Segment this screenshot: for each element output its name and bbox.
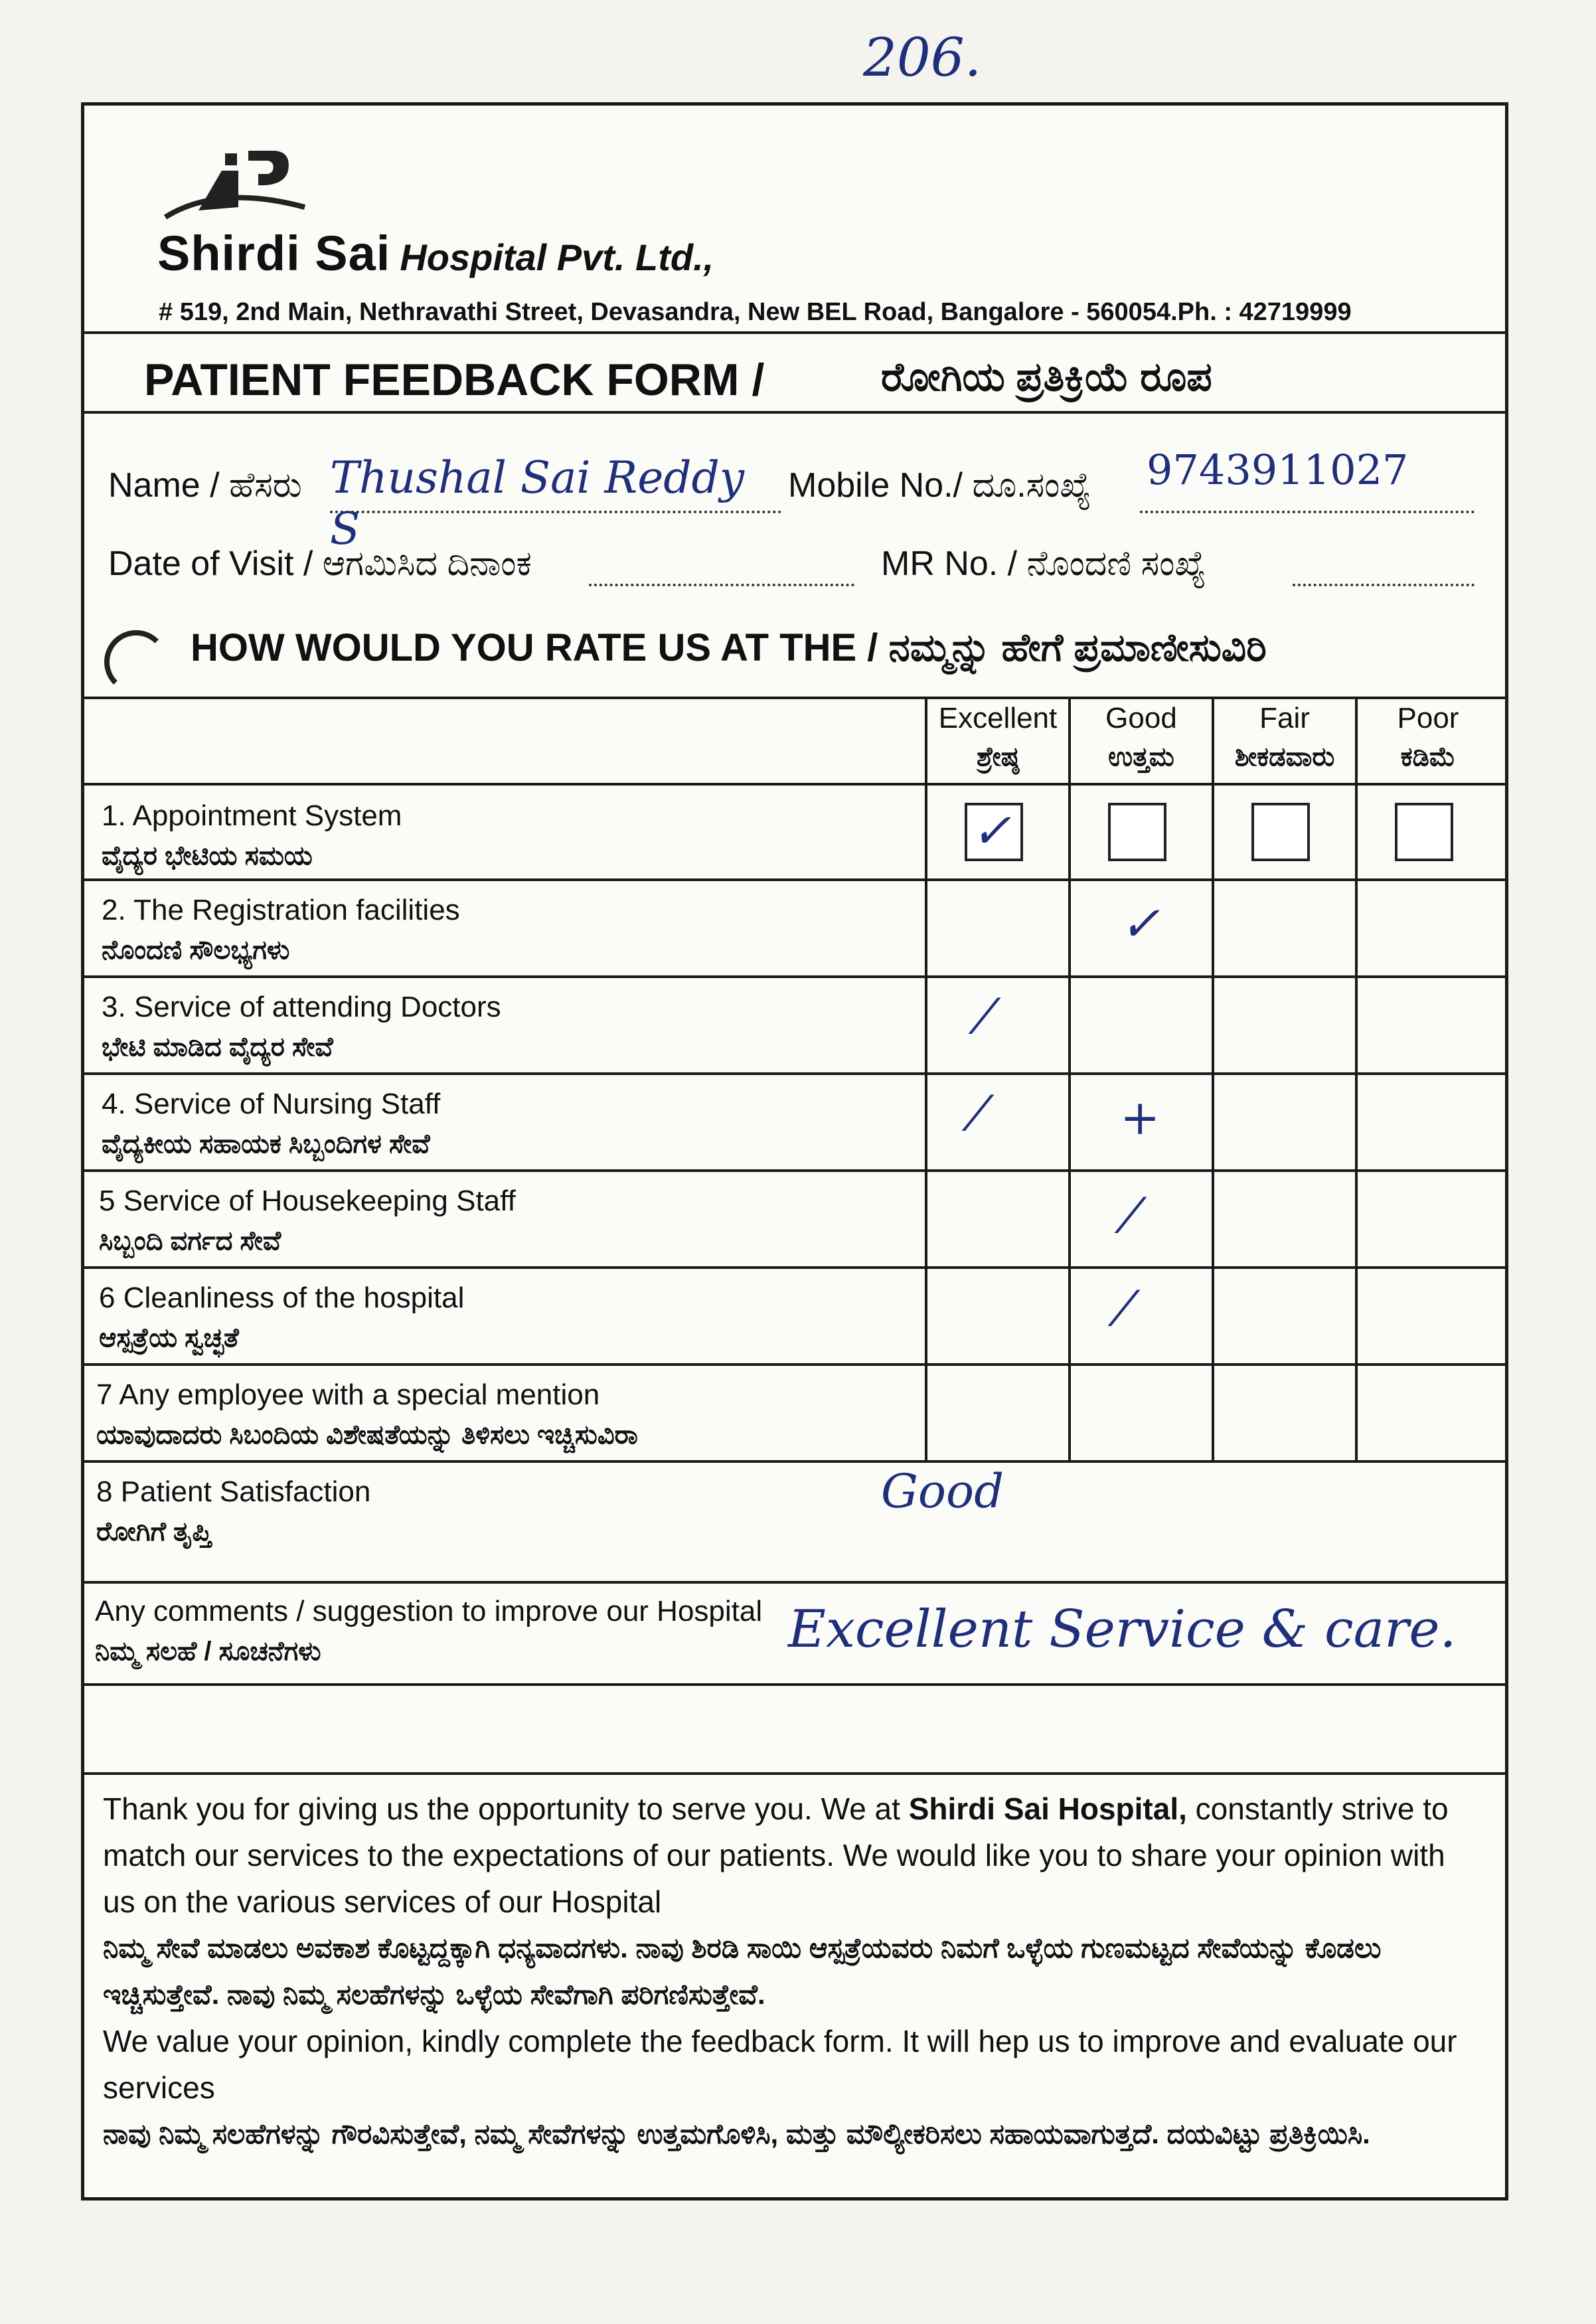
col-header-kn: ಉತ್ತಮ <box>1108 742 1174 772</box>
rating-row-label <box>96 1375 638 1455</box>
row-label-kn: ನೊಂದಣಿ ಸೌಲಭ್ಯಗಳು <box>102 936 290 965</box>
comments-label <box>95 1592 762 1671</box>
col-header-good <box>1071 699 1212 776</box>
mobile-value: 9743911027 <box>1147 446 1409 494</box>
name-value: Thushal Sai Reddy S <box>330 452 745 554</box>
rating-table <box>84 697 1505 1580</box>
row-label-kn: ಯಾವುದಾದರು ಸಿಬಂದಿಯ ವಿಶೇಷತೆಯನ್ನು ತಿಳಿಸಲು ಇಚ್ಚಿಸುವಿರಾ <box>96 1420 638 1450</box>
col-header-fair <box>1214 699 1355 776</box>
col-header-kn: ಶ್ರೇಷ್ಠ <box>977 742 1019 772</box>
check-mark: ✓ <box>971 803 1012 859</box>
comments-label-en: Any comments / suggestion to improve our Hospital <box>95 1595 763 1627</box>
checkbox-appointment-fair[interactable] <box>1251 803 1310 861</box>
table-border <box>84 1363 1505 1366</box>
row-label-kn: ವೈದ್ಯರ ಭೇಟಿಯ ಸಮಯ <box>102 841 313 871</box>
date-field[interactable] <box>589 550 854 586</box>
row-label-en: 5 Service of Housekeeping Staff <box>99 1185 516 1217</box>
table-border <box>1212 697 1214 1460</box>
satisfaction-label-en: 8 Patient Satisfaction <box>96 1475 371 1508</box>
mobile-label: Mobile No./ ದೂ.ಸಂಖ್ಯೆ <box>788 466 1091 505</box>
satisfaction-label-kn: ರೋಗಿಗೆ ತೃಪ್ತಿ <box>96 1517 212 1546</box>
divider <box>84 411 1505 414</box>
cell-doctors-excellent[interactable]: ⁄ <box>981 989 989 1044</box>
divider <box>84 1772 1505 1775</box>
table-border <box>84 1460 1505 1463</box>
footer-paragraph-2-kn: ನಾವು ನಿಮ್ಮ ಸಲಹೆಗಳನ್ನು ಗೌರವಿಸುತ್ತೇವೆ, ನಮ್ಮ ಸೇವೆಗಳನ್ನು ಉತ್ತಮಗೊಳಿಸಿ, ಮತ್ತು ಮೌಲ್ಯೀಕರಿಸಲು ಸಹಾಯವಾಗುತ್ತದೆ. ದಯವಿಟ್ಟು ಪ್ರತಿಕ್ರಿಯಿಸಿ. <box>103 2118 1370 2149</box>
table-border <box>925 697 927 1460</box>
checkbox-appointment-poor[interactable] <box>1395 803 1453 861</box>
rating-question: HOW WOULD YOU RATE US AT THE / ನಮ್ಮನ್ನು ಹೇಗೆ ಪ್ರಮಾಣೀಸುವಿರಿ <box>191 626 1267 669</box>
comments-label-kn: ನಿಮ್ಮ ಸಲಹೆ / ಸೂಚನೆಗಳು <box>95 1637 321 1666</box>
divider <box>84 1581 1505 1584</box>
hospital-name <box>157 225 714 282</box>
col-header-kn: ಶೀಕಡವಾರು <box>1234 742 1335 772</box>
rating-row-label <box>102 890 460 970</box>
cell-cleanliness-good[interactable]: ⁄ <box>1120 1281 1129 1337</box>
table-border <box>84 975 1505 978</box>
comments-extra-line[interactable] <box>84 1686 1505 1772</box>
punch-hole-icon <box>104 630 168 694</box>
cell-nursing-good[interactable]: + <box>1120 1090 1160 1145</box>
row-label-en: 4. Service of Nursing Staff <box>102 1088 441 1120</box>
rating-row-label <box>102 1084 440 1164</box>
col-header-en: Fair <box>1259 702 1310 734</box>
checkbox-appointment-excellent[interactable] <box>965 803 1023 861</box>
cell-housekeeping-good[interactable]: ⁄ <box>1127 1188 1135 1244</box>
table-border <box>84 1072 1505 1075</box>
rating-row-label <box>102 987 501 1067</box>
hospital-name-sub: Hospital Pvt. Ltd., <box>400 236 714 278</box>
row-label-kn: ಭೇಟಿ ಮಾಡಿದ ವೈದ್ಯರ ಸೇವೆ <box>102 1033 333 1062</box>
hospital-name-main: Shirdi Sai <box>157 226 391 281</box>
row-label-en: 3. Service of attending Doctors <box>102 991 501 1023</box>
footer-message <box>103 1785 1484 2157</box>
footer-paragraph-2: We value your opinion, kindly complete the feedback form. It will hep us to improve and evaluate our services <box>103 2024 1457 2105</box>
hospital-address: # 519, 2nd Main, Nethravathi Street, Devasandra, New BEL Road, Bangalore - 560054.Ph. : 42719999 <box>159 298 1352 326</box>
col-header-en: Good <box>1105 702 1177 734</box>
row-label-en: 2. The Registration facilities <box>102 894 460 926</box>
col-header-kn: ಕಡಿಮೆ <box>1400 742 1456 772</box>
satisfaction-value[interactable]: Good <box>881 1464 1004 1519</box>
footer-hospital-name: Shirdi Sai Hospital, <box>908 1791 1187 1826</box>
hospital-logo-icon <box>159 144 311 230</box>
cell-nursing-excellent[interactable]: ⁄ <box>974 1086 983 1141</box>
table-border <box>84 878 1505 881</box>
table-border <box>84 1266 1505 1269</box>
feedback-form <box>81 102 1508 2200</box>
rating-row-label <box>99 1278 464 1358</box>
mobile-field[interactable] <box>1140 446 1475 513</box>
mr-label: MR No. / ನೊಂದಣಿ ಸಂಖ್ಯೆ <box>881 544 1206 583</box>
date-label: Date of Visit / ಆಗಮಿಸಿದ ದಿನಾಂಕ <box>108 544 532 583</box>
page-number: 206. <box>863 27 982 88</box>
col-header-en: Poor <box>1397 702 1459 734</box>
row-label-kn: ವೈದ್ಯಕೀಯ ಸಹಾಯಕ ಸಿಬ್ಬಂದಿಗಳ ಸೇವೆ <box>102 1129 430 1159</box>
row-label-en: 6 Cleanliness of the hospital <box>99 1282 465 1314</box>
table-border <box>1068 697 1071 1460</box>
col-header-poor <box>1358 699 1498 776</box>
table-border <box>1355 697 1358 1460</box>
footer-paragraph-1-kn: ನಿಮ್ಮ ಸೇವೆ ಮಾಡಲು ಅವಕಾಶ ಕೊಟ್ಟದ್ದಕ್ಕಾಗಿ ಧನ್ಯವಾದಗಳು. ನಾವು ಶಿರಡಿ ಸಾಯಿ ಆಸ್ಪತ್ರೆಯವರು ನಿಮಗೆ ಒಳ್ಳೆಯ ಗುಣಮಟ್ಟದ ಸೇವೆಯನ್ನು ಕೊಡಲು ಇಚ್ಚಿಸುತ್ತೇವೆ. ನಾವು ನಿಮ್ಮ ಸಲಹೆಗಳನ್ನು ಒಳ್ಳೆಯ ಸೇವೆಗಾಗಿ ಪರಿಗಣಿಸುತ್ತೇವೆ. <box>103 1932 1382 2010</box>
divider <box>84 331 1505 334</box>
rating-row-label <box>99 1181 516 1261</box>
table-border <box>84 1169 1505 1172</box>
comments-value[interactable]: Excellent Service & care. <box>788 1600 1457 1659</box>
checkbox-appointment-good[interactable] <box>1108 803 1166 861</box>
col-header-excellent <box>927 699 1068 776</box>
cell-registration-good[interactable]: ✓ <box>1120 896 1160 952</box>
form-title-en: PATIENT FEEDBACK FORM / <box>144 355 765 405</box>
row-label-en: 7 Any employee with a special mention <box>96 1378 600 1411</box>
row-label-kn: ಸಿಬ್ಬಂದಿ ವರ್ಗದ ಸೇವೆ <box>99 1226 281 1256</box>
table-border <box>84 783 1505 786</box>
rating-row-label <box>102 796 402 876</box>
satisfaction-label <box>96 1472 370 1552</box>
name-label: Name / ಹೆಸರು <box>108 466 302 505</box>
footer-text: Thank you for giving us the opportunity to serve you. We at <box>103 1791 909 1826</box>
mr-field[interactable] <box>1293 550 1475 586</box>
form-title-kn: ರೋಗಿಯ ಪ್ರತಿಕ್ರಿಯೆ ರೂಪ <box>881 355 1212 399</box>
col-header-en: Excellent <box>938 702 1058 734</box>
name-field[interactable] <box>330 452 781 554</box>
footer-paragraph-1 <box>103 1785 1484 1925</box>
row-label-en: 1. Appointment System <box>102 799 402 832</box>
footer-text: constantly strive to match our services to the expectations of our patients. We would like you to share your opinion with us on the various services of our Hospital <box>103 1791 1449 1919</box>
row-label-kn: ಆಸ್ಪತ್ರೆಯ ಸ್ವಚ್ಛತೆ <box>99 1323 239 1353</box>
